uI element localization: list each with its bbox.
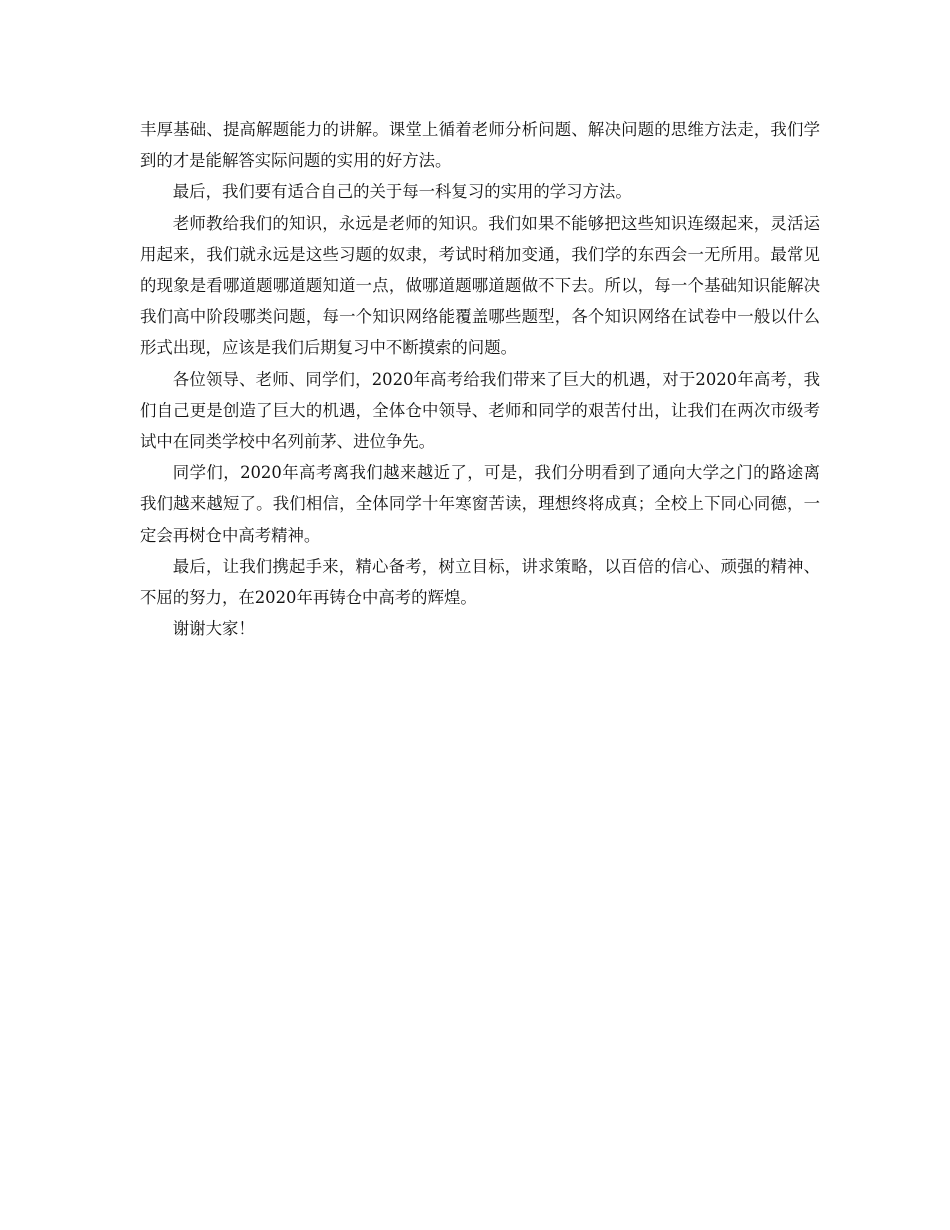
paragraph-knowledge: 老师教给我们的知识，永远是老师的知识。我们如果不能够把这些知识连缀起来，灵活运用起来，我们就永远是这些习题的奴隶，考试时稍加变通，我们学的东西会一无所用。最常见的现象是看哪道题哪道题知道一点，做哪道题哪道题做不下去。所以，每一个基础知识能解决我们高中阶段哪类问题，每一个知识网络能覆盖哪些题型，各个知识网络在试卷中一般以什么形式出现，应该是我们后期复习中不断摸索的问题。: [140, 213, 820, 358]
paragraph-exam-approach: 同学们，2020年高考离我们越来越近了，可是，我们分明看到了通向大学之门的路途离我们越来越短了。我们相信，全体同学十年寒窗苦读，理想终将成真；全校上下同心同德，一定会再树仓中高考精神。: [140, 463, 820, 545]
paragraph-thanks: 谢谢大家！: [172, 619, 255, 639]
document-body: [140, 114, 820, 644]
paragraph-closing-call: 最后，让我们携起手来，精心备考，树立目标，讲求策略，以百倍的信心、顽强的精神、不屈的努力，在2020年再铸仓中高考的辉煌。: [140, 556, 820, 608]
paragraph-study-method: 最后，我们要有适合自己的关于每一科复习的实用的学习方法。: [172, 182, 632, 202]
paragraph-opportunity: 各位领导、老师、同学们，2020年高考给我们带来了巨大的机遇，对于2020年高考，我们自己更是创造了巨大的机遇，全体仓中领导、老师和同学的艰苦付出，让我们在两次市级考试中在同类学校中名列前茅、进位争先。: [140, 369, 820, 452]
paragraph-continuation: 丰厚基础、提高解题能力的讲解。课堂上循着老师分析问题、解决问题的思维方法走，我们学到的才是能解答实际问题的实用的好方法。: [140, 120, 820, 171]
